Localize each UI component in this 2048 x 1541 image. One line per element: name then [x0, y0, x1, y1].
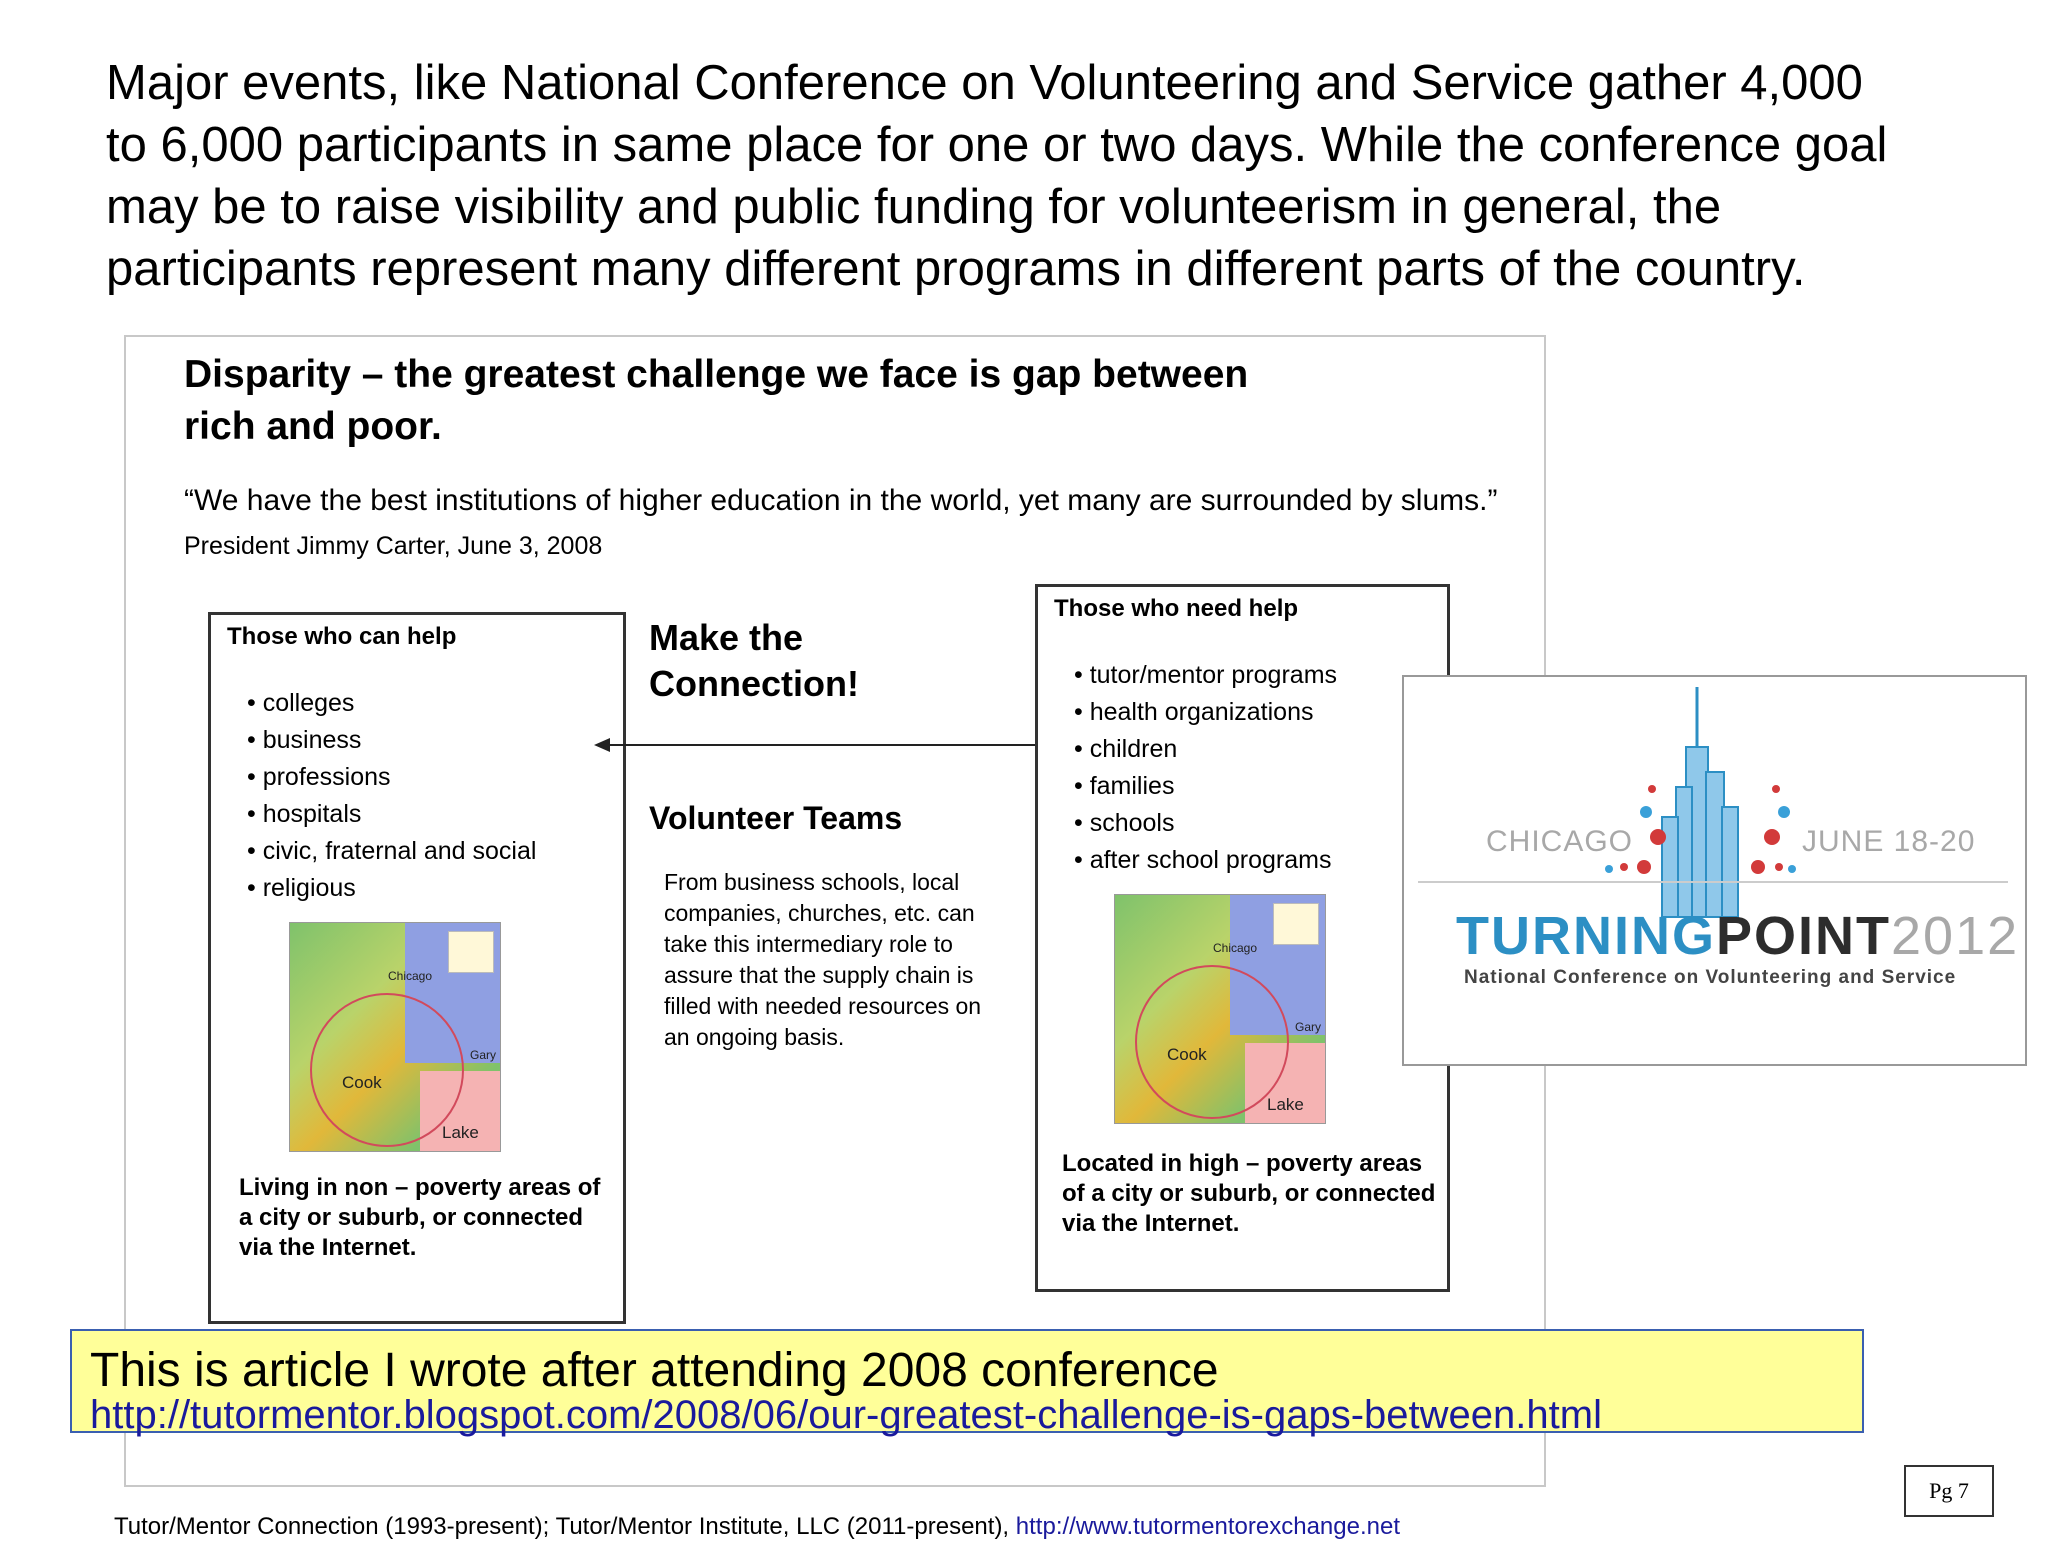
needers-list	[1074, 657, 1337, 879]
list-item: • health organizations	[1074, 694, 1337, 731]
article-callout	[70, 1329, 1864, 1437]
needers-box	[1035, 584, 1450, 1292]
map-label-cook: Cook	[1167, 1045, 1207, 1064]
helpers-box	[208, 612, 626, 1324]
embedded-slide	[124, 335, 1546, 1487]
quote-text: “We have the best institutions of higher education in the world, yet many are surrounded by slums.”	[184, 484, 1498, 517]
logo-date: JUNE 18-20	[1802, 825, 1976, 858]
logo-divider	[1418, 881, 2008, 883]
radius-ring	[310, 993, 464, 1147]
map-label-lake: Lake	[1267, 1095, 1304, 1114]
needers-footer: Located in high – poverty areas of a city or suburb, or connected via the Internet.	[1062, 1150, 1436, 1237]
list-item: • children	[1074, 731, 1337, 768]
volunteer-teams-heading: Volunteer Teams	[649, 800, 903, 836]
intro-line: to 6,000 participants in same place for one or two days. While the conference goal	[106, 118, 1888, 172]
logo-brand-point: POINT	[1715, 906, 1891, 966]
map-legend	[1273, 903, 1319, 945]
footer	[114, 1513, 1400, 1541]
turningpoint-logo	[1402, 675, 2027, 1066]
list-item: • tutor/mentor programs	[1074, 657, 1337, 694]
list-item: • after school programs	[1074, 842, 1337, 879]
intro-paragraph	[106, 52, 2026, 300]
slide-title-line: Disparity – the greatest challenge we face is gap between	[184, 353, 1249, 396]
map-label-gary: Gary	[1295, 1020, 1322, 1034]
logo-subtitle: National Conference on Volunteering and Service	[1464, 967, 1957, 988]
map-legend	[448, 931, 494, 973]
footer-link[interactable]: http://www.tutormentorexchange.net	[1015, 1513, 1400, 1540]
carter-quote	[184, 479, 1564, 568]
logo-city: CHICAGO	[1486, 825, 1634, 858]
intro-line: may be to raise visibility and public funding for volunteerism in general, the	[106, 180, 1722, 234]
footer-text: Tutor/Mentor Connection (1993-present); Tutor/Mentor Institute, LLC (2011-present),	[114, 1513, 1016, 1540]
list-item: • civic, fraternal and social	[247, 833, 536, 870]
connection-title-line: Make the	[649, 617, 804, 658]
map-label-city: Chicago	[1213, 941, 1258, 955]
map-label-city: Chicago	[388, 969, 433, 983]
logo-brand	[1456, 905, 2019, 967]
chicago-skyline-icon	[1404, 677, 2025, 1064]
list-item: • schools	[1074, 805, 1337, 842]
needers-heading: Those who need help	[1054, 595, 1299, 622]
article-link[interactable]: http://tutormentor.blogspot.com/2008/06/our-greatest-challenge-is-gaps-between.html	[90, 1393, 1602, 1437]
intro-line: participants represent many different programs in different parts of the country.	[106, 242, 1806, 296]
logo-brand-year: 2012	[1891, 906, 2020, 966]
quote-attribution: President Jimmy Carter, June 3, 2008	[184, 532, 603, 560]
map-label-gary: Gary	[470, 1048, 497, 1062]
list-item: • families	[1074, 768, 1337, 805]
list-item: • professions	[247, 759, 536, 796]
list-item: • hospitals	[247, 796, 536, 833]
connection-title	[649, 615, 909, 707]
chicago-map-image	[289, 922, 501, 1152]
connection-title-line: Connection!	[649, 663, 859, 704]
intro-line: Major events, like National Conference on Volunteering and Service gather 4,000	[106, 56, 1863, 110]
page-number: Pg 7	[1904, 1465, 1994, 1517]
slide-title	[184, 349, 1384, 453]
callout-text: This is article I wrote after attending 2008 conference	[90, 1344, 1219, 1397]
helpers-footer: Living in non – poverty areas of a city or suburb, or connected via the Internet.	[239, 1174, 601, 1261]
logo-brand-turning: TURNING	[1456, 906, 1716, 966]
helpers-heading: Those who can help	[227, 623, 457, 650]
map-label-lake: Lake	[442, 1123, 479, 1142]
list-item: • business	[247, 722, 536, 759]
chicago-map-image	[1114, 894, 1326, 1124]
volunteer-teams-text: From business schools, local companies, churches, etc. can take this intermediary role to assure that the supply chain is filled with needed resources on an ongoing basis.	[664, 869, 982, 1050]
list-item: • religious	[247, 870, 536, 907]
slide-title-line: rich and poor.	[184, 405, 442, 448]
map-label-cook: Cook	[342, 1073, 382, 1092]
list-item: • colleges	[247, 685, 536, 722]
helpers-list	[247, 685, 536, 907]
radius-ring	[1135, 965, 1289, 1119]
double-arrow-icon	[594, 735, 1074, 755]
